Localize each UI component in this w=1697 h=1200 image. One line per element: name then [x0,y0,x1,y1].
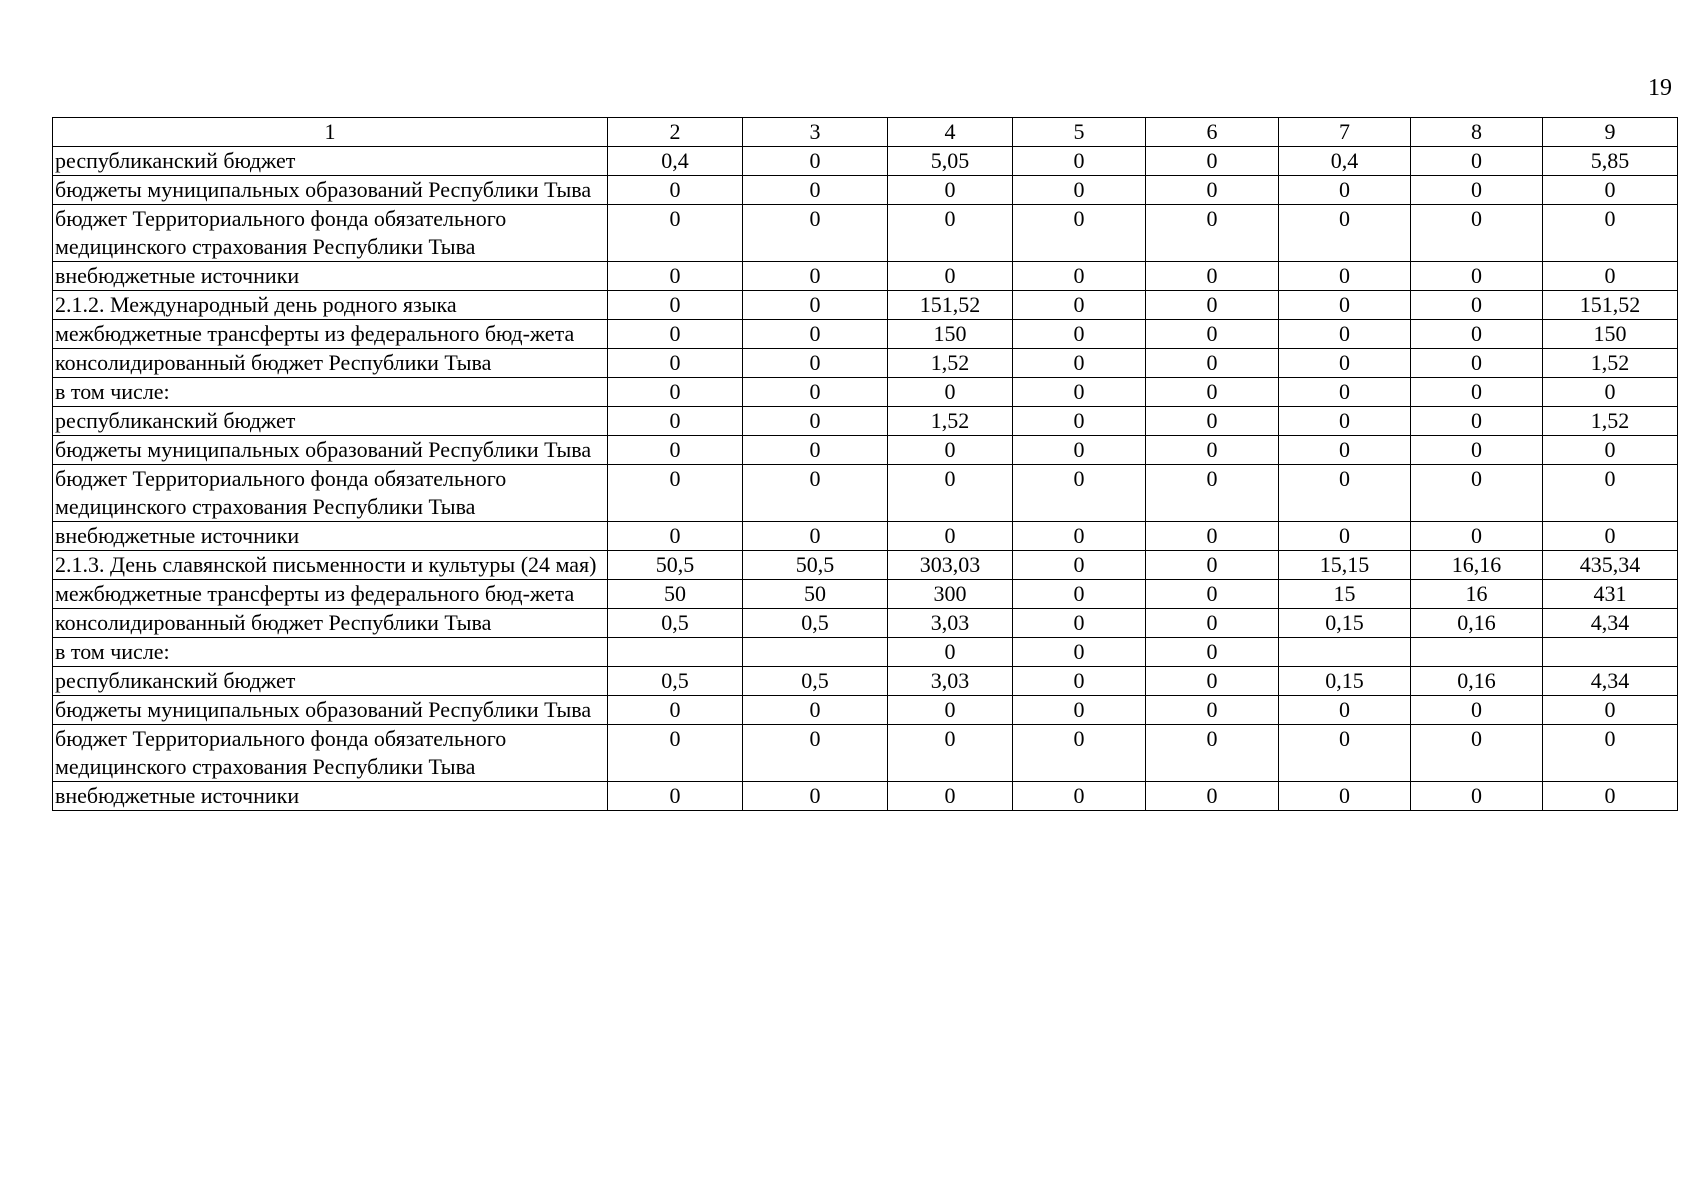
cell-value: 0 [743,262,888,291]
row-label: бюджеты муниципальных образований Республики Тыва [53,696,608,725]
cell-value: 0 [1013,782,1146,811]
cell-value: 0 [743,696,888,725]
cell-value: 0 [1013,349,1146,378]
cell-value [1411,638,1543,667]
cell-value: 0 [1279,782,1411,811]
cell-value: 0 [1279,176,1411,205]
row-label: внебюджетные источники [53,782,608,811]
table-row [53,696,1678,725]
cell-value: 0,16 [1411,667,1543,696]
cell-value: 0 [1543,522,1678,551]
column-header: 1 [53,118,608,147]
cell-value: 0 [743,349,888,378]
cell-value: 431 [1543,580,1678,609]
cell-value: 0 [1543,176,1678,205]
column-header: 8 [1411,118,1543,147]
cell-value: 0 [1279,349,1411,378]
cell-value: 0 [1411,349,1543,378]
cell-value: 0 [608,782,743,811]
cell-value: 0 [1146,378,1279,407]
row-label: в том числе: [53,638,608,667]
cell-value: 0 [1279,465,1411,522]
cell-value: 0 [608,696,743,725]
cell-value: 0 [608,436,743,465]
cell-value: 4,34 [1543,667,1678,696]
cell-value: 0 [1013,522,1146,551]
cell-value: 4,34 [1543,609,1678,638]
cell-value: 0 [888,465,1013,522]
cell-value: 0 [1146,782,1279,811]
cell-value: 0 [1146,609,1279,638]
row-label: межбюджетные трансферты из федерального бюд-жета [53,320,608,349]
cell-value: 0 [1411,205,1543,262]
cell-value: 1,52 [1543,349,1678,378]
table-row [53,551,1678,580]
cell-value: 0 [743,725,888,782]
cell-value: 0 [1013,551,1146,580]
cell-value: 0 [1013,667,1146,696]
cell-value: 0 [608,291,743,320]
table-row [53,436,1678,465]
row-label: республиканский бюджет [53,407,608,436]
cell-value: 0,4 [1279,147,1411,176]
column-header: 9 [1543,118,1678,147]
cell-value: 0 [608,465,743,522]
row-label: республиканский бюджет [53,147,608,176]
cell-value: 1,52 [1543,407,1678,436]
page-number: 19 [1648,75,1672,101]
table-row [53,580,1678,609]
cell-value: 0 [888,782,1013,811]
cell-value: 0 [1279,407,1411,436]
cell-value: 16,16 [1411,551,1543,580]
cell-value: 0 [888,638,1013,667]
cell-value: 0 [1146,205,1279,262]
table-row [53,725,1678,782]
cell-value: 0 [1543,378,1678,407]
cell-value: 15 [1279,580,1411,609]
cell-value: 0 [1411,320,1543,349]
cell-value: 0 [888,725,1013,782]
cell-value: 0 [1013,291,1146,320]
table-row [53,349,1678,378]
cell-value: 0 [1279,205,1411,262]
cell-value: 0,16 [1411,609,1543,638]
cell-value: 50 [608,580,743,609]
table-row [53,609,1678,638]
cell-value: 0 [1146,407,1279,436]
cell-value: 0 [1013,465,1146,522]
cell-value: 0 [1411,465,1543,522]
row-label: 2.1.3. День славянской письменности и культуры (24 мая) [53,551,608,580]
cell-value: 16 [1411,580,1543,609]
cell-value: 300 [888,580,1013,609]
cell-value [1543,638,1678,667]
cell-value: 0 [1146,147,1279,176]
table-row [53,465,1678,522]
cell-value: 0 [888,696,1013,725]
cell-value: 0 [1146,638,1279,667]
row-label: бюджет Территориального фонда обязательного медицинского страхования Республики Тыва [53,205,608,262]
cell-value [608,638,743,667]
table-row [53,667,1678,696]
cell-value: 0 [1146,349,1279,378]
cell-value: 0 [1013,262,1146,291]
cell-value: 0 [1013,609,1146,638]
cell-value: 0 [1543,782,1678,811]
cell-value: 0 [1146,725,1279,782]
cell-value: 0 [1543,205,1678,262]
cell-value [743,638,888,667]
cell-value: 0 [1013,378,1146,407]
cell-value [1279,638,1411,667]
cell-value: 1,52 [888,349,1013,378]
cell-value: 0,5 [608,609,743,638]
cell-value: 0 [1543,465,1678,522]
row-label: республиканский бюджет [53,667,608,696]
cell-value: 15,15 [1279,551,1411,580]
cell-value: 435,34 [1543,551,1678,580]
cell-value: 0 [743,782,888,811]
cell-value: 0 [1543,436,1678,465]
cell-value: 0 [888,378,1013,407]
cell-value: 0 [1279,320,1411,349]
cell-value: 0 [1013,176,1146,205]
cell-value: 0 [1279,436,1411,465]
cell-value: 0 [1146,436,1279,465]
cell-value: 0 [1146,522,1279,551]
cell-value: 0 [608,349,743,378]
cell-value: 0 [608,378,743,407]
cell-value: 0 [1146,262,1279,291]
cell-value: 0,15 [1279,609,1411,638]
cell-value: 0 [1543,725,1678,782]
row-label: 2.1.2. Международный день родного языка [53,291,608,320]
cell-value: 0 [1013,205,1146,262]
cell-value: 0 [1411,147,1543,176]
table-row [53,176,1678,205]
table-row [53,407,1678,436]
cell-value: 5,85 [1543,147,1678,176]
cell-value: 0 [1146,291,1279,320]
table-row [53,147,1678,176]
table-row [53,522,1678,551]
cell-value: 0 [1146,551,1279,580]
cell-value: 0 [608,205,743,262]
cell-value: 0 [1013,147,1146,176]
cell-value: 0 [608,522,743,551]
table-row [53,205,1678,262]
cell-value: 0 [1013,696,1146,725]
cell-value: 0 [608,407,743,436]
cell-value: 1,52 [888,407,1013,436]
column-header: 5 [1013,118,1146,147]
table-row [53,320,1678,349]
table-header-row [53,118,1678,147]
cell-value: 0 [1013,580,1146,609]
cell-value: 0 [743,147,888,176]
cell-value: 0 [888,262,1013,291]
cell-value: 0 [743,522,888,551]
cell-value: 0 [1146,696,1279,725]
cell-value: 0 [1543,696,1678,725]
cell-value: 150 [888,320,1013,349]
row-label: бюджет Территориального фонда обязательного медицинского страхования Республики Тыва [53,725,608,782]
cell-value: 0 [1411,291,1543,320]
cell-value: 3,03 [888,667,1013,696]
cell-value: 0 [1543,262,1678,291]
cell-value: 0 [1146,465,1279,522]
cell-value: 303,03 [888,551,1013,580]
cell-value: 0 [608,725,743,782]
column-header: 3 [743,118,888,147]
table-row [53,262,1678,291]
cell-value: 0 [1013,407,1146,436]
cell-value: 0 [1411,696,1543,725]
budget-table [52,117,1678,811]
cell-value: 0 [1279,725,1411,782]
cell-value: 0 [1411,176,1543,205]
cell-value: 0 [608,262,743,291]
cell-value: 0 [743,407,888,436]
cell-value: 0 [1279,378,1411,407]
cell-value: 0 [1146,320,1279,349]
cell-value: 0 [1279,522,1411,551]
column-header: 2 [608,118,743,147]
row-label: в том числе: [53,378,608,407]
cell-value: 151,52 [888,291,1013,320]
cell-value: 0 [743,436,888,465]
cell-value: 0 [1013,436,1146,465]
cell-value: 0 [1279,291,1411,320]
table-row [53,291,1678,320]
table-row [53,638,1678,667]
row-label: консолидированный бюджет Республики Тыва [53,609,608,638]
cell-value: 0 [608,176,743,205]
cell-value: 0,5 [608,667,743,696]
cell-value: 0 [743,320,888,349]
cell-value: 0 [888,436,1013,465]
column-header: 7 [1279,118,1411,147]
row-label: бюджет Территориального фонда обязательного медицинского страхования Республики Тыва [53,465,608,522]
cell-value: 0,5 [743,667,888,696]
cell-value: 0,5 [743,609,888,638]
cell-value: 0 [608,320,743,349]
cell-value: 3,03 [888,609,1013,638]
cell-value: 50,5 [608,551,743,580]
column-header: 4 [888,118,1013,147]
cell-value: 151,52 [1543,291,1678,320]
cell-value: 0 [888,205,1013,262]
cell-value: 0,15 [1279,667,1411,696]
cell-value: 0 [1013,638,1146,667]
cell-value: 0 [1013,320,1146,349]
row-label: бюджеты муниципальных образований Республики Тыва [53,436,608,465]
cell-value: 0 [1411,378,1543,407]
row-label: межбюджетные трансферты из федерального бюд-жета [53,580,608,609]
row-label: консолидированный бюджет Республики Тыва [53,349,608,378]
cell-value: 0 [1279,696,1411,725]
row-label: бюджеты муниципальных образований Республики Тыва [53,176,608,205]
cell-value: 0 [1146,580,1279,609]
cell-value: 0 [1411,522,1543,551]
cell-value: 0 [1411,782,1543,811]
cell-value: 0 [1411,407,1543,436]
cell-value: 0 [743,176,888,205]
row-label: внебюджетные источники [53,522,608,551]
cell-value: 0 [1411,725,1543,782]
cell-value: 0 [1146,176,1279,205]
row-label: внебюджетные источники [53,262,608,291]
cell-value: 0 [888,176,1013,205]
cell-value: 0 [1013,725,1146,782]
cell-value: 0 [888,522,1013,551]
cell-value: 0,4 [608,147,743,176]
cell-value: 150 [1543,320,1678,349]
cell-value: 0 [743,465,888,522]
cell-value: 0 [1279,262,1411,291]
cell-value: 0 [1146,667,1279,696]
cell-value: 0 [743,291,888,320]
cell-value: 0 [743,205,888,262]
cell-value: 5,05 [888,147,1013,176]
column-header: 6 [1146,118,1279,147]
cell-value: 0 [743,378,888,407]
cell-value: 50,5 [743,551,888,580]
cell-value: 50 [743,580,888,609]
table-row [53,378,1678,407]
cell-value: 0 [1411,436,1543,465]
table-row [53,782,1678,811]
cell-value: 0 [1411,262,1543,291]
